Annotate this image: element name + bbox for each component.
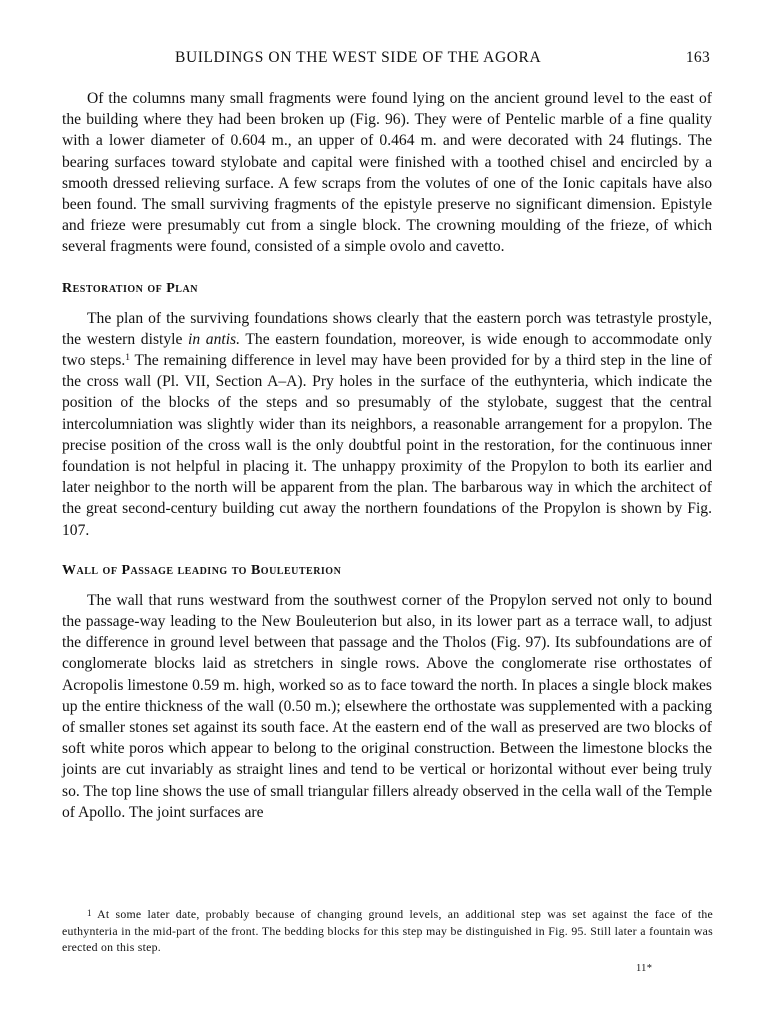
footnote-reference[interactable]: 1: [125, 353, 130, 364]
section-heading-wall: Wall of Passage leading to Bouleuterion: [62, 562, 342, 578]
restoration-text-a: The plan of the surviving foundations shows clearly that the eastern porch was tetrastyle prostyle, the western distyle: [62, 309, 712, 348]
running-head: [175, 49, 710, 71]
signature-mark: 11*: [636, 963, 653, 974]
body-text: [62, 88, 712, 823]
running-title: BUILDINGS ON THE WEST SIDE OF THE AGORA: [175, 49, 542, 66]
paragraph-restoration: [62, 308, 712, 541]
restoration-italic: in antis.: [188, 330, 241, 348]
restoration-text-b: The eastern foundation, moreover, is wide enough to accommodate only two steps.: [62, 330, 713, 370]
page-number: 163: [685, 49, 710, 66]
section-heading-restoration: Restoration of Plan: [62, 280, 198, 296]
footnote-body: At some later date, probably because of changing ground levels, an additional step was set against the face of the euthynteria in the mid-part of the front. The bedding blocks for this step may be distinguished in Fig. 95. Still later a fountain was erected on this step.: [62, 907, 713, 955]
footnote-text: [62, 906, 713, 956]
paragraph-columns: Of the columns many small fragments were found lying on the ancient ground level to the east of the building where they had been broken up (Fig. 96). They were of Pentelic marble of a fine quality with a lower diameter of 0.604 m., an upper of 0.464 m. and were decorated with 24 flutings. The bearing surfaces toward stylobate and capital were finished with a toothed chisel and encircled by a smooth dressed relieving surface. A few scraps from the volutes of one of the Ionic capitals have also been found. The small surviving fragments of the epistyle preserve no significant dimension. Epistyle and frieze were presumably cut from a single block. The crowning moulding of the frieze, of which several fragments were found, consisted of a simple ovolo and cavetto.: [62, 90, 712, 256]
paragraph-wall: The wall that runs westward from the southwest corner of the Propylon served not only to bound the passage-way leading to the New Bouleuterion but also, in its lower part as a terrace wall, to adjust the difference in ground level between that passage and the Tholos (Fig. 97). Its subfoundations are of conglomerate blocks laid as stretchers in single rows. Above the conglomerate rise orthostates of Acropolis limestone 0.59 m. high, worked so as to face toward the north. In places a single block makes up the entire thickness of the wall (0.50 m.); elsewhere the orthostate was supplemented with a packing of smaller stones set against its south face. At the eastern end of the wall as preserved are two blocks of soft white poros which appear to belong to the original construction. Between the limestone blocks the joints are cut invariably as straight lines and tend to be vertical or horizontal without ever being truly so. The top line shows the use of small triangular fillers already observed in the cella wall of the Temple of Apollo. The joint surfaces are: [62, 591, 712, 821]
footnote-mark: 1: [87, 908, 92, 918]
restoration-text-c: The remaining difference in level may have been provided for by a third step in the line of the cross wall (Pl. VII, Section A–A). Pry holes in the surface of the euthynteria, which indicate the position of the blocks of the steps and so presumably of the stylobate, suggest that the central intercolumniation was slightly wider than its neighbors, a reasonable arrangement for a propylon. The precise position of the cross wall is the only doubtful point in the restoration, for the continuous inner foundation is not helpful in placing it. The unhappy proximity of the Propylon to both its earlier and later neighbor to the north will be apparent from the plan. The barbarous way in which the architect of the great second-century building cut away the northern foundations of the Propylon is shown by Fig. 107.: [62, 352, 713, 539]
footnote: [62, 906, 713, 956]
